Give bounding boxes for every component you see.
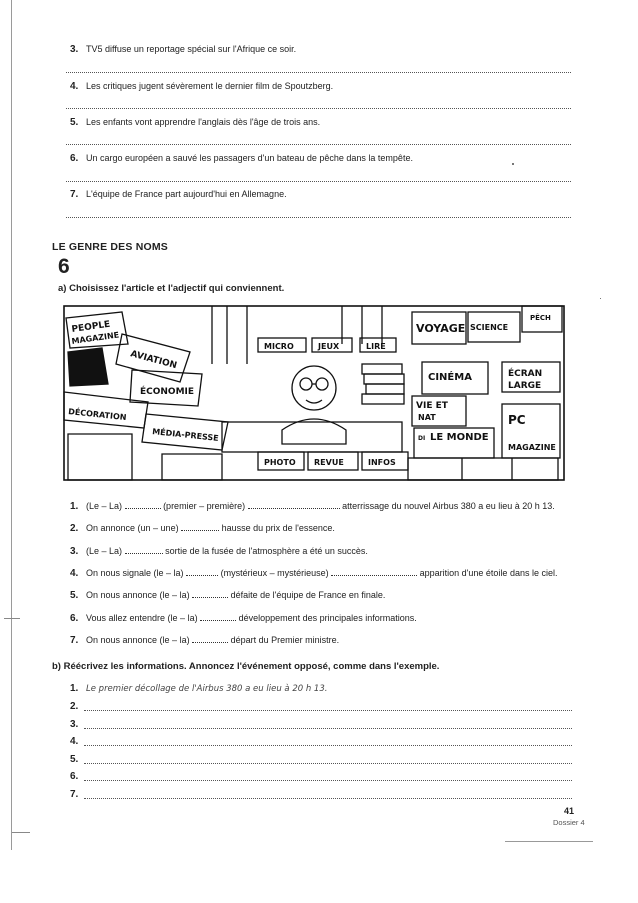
list-item: 3. (Le – La) sortie de la fusée de l'atmosphère a été un succès. [70, 546, 368, 557]
list-item: 7. [70, 789, 79, 800]
answer-line[interactable] [66, 72, 571, 73]
label-infos: INFOS [368, 458, 396, 467]
blank[interactable] [125, 545, 163, 554]
blank[interactable] [248, 500, 340, 509]
answer-line[interactable] [66, 144, 571, 145]
sentence: TV5 diffuse un reportage spécial sur l'Afrique ce soir. [86, 44, 297, 54]
label-magazine-right: MAGAZINE [508, 443, 556, 452]
label-people: PEOPLE [71, 319, 111, 335]
list-item: 3. [70, 719, 79, 730]
list-item: 5. Les enfants vont apprendre l'anglais dès l'âge de trois ans. [70, 117, 321, 128]
list-item: 6. Un cargo européen a sauvé les passagers d'un bateau de pêche dans la tempête. [70, 153, 413, 164]
speck [600, 298, 601, 299]
answer-line[interactable] [66, 181, 571, 182]
label-le-monde: LE MONDE [430, 432, 489, 443]
blank[interactable] [192, 589, 228, 598]
label-economie: ÉCONOMIE [140, 387, 195, 397]
label-pc: PC [508, 413, 526, 427]
label-lire: LIRE [366, 342, 386, 351]
example-answer: Le premier décollage de l'Airbus 380 a eu lieu à 20 h 13. [86, 684, 328, 694]
label-aviation: AVIATION [129, 349, 178, 372]
list-item: 5. [70, 754, 79, 765]
newsstand-cartoon [62, 304, 566, 482]
list-item: 1. (Le – La) (premier – première) atterrissage du nouvel Airbus 380 a eu lieu à 20 h 13. [70, 501, 555, 512]
answer-line[interactable] [84, 745, 572, 746]
binding-mark [4, 618, 20, 619]
label-large: LARGE [508, 381, 542, 391]
answer-line[interactable] [66, 217, 571, 218]
sentence: Un cargo européen a sauvé les passagers d'un bateau de pêche dans la tempête. [86, 153, 413, 163]
label-peche: PÊCH [530, 314, 551, 322]
list-item: 6. [70, 771, 79, 782]
label-science: SCIENCE [470, 323, 509, 332]
binding-mark [12, 832, 30, 833]
answer-line[interactable] [84, 798, 572, 799]
list-item: 7. On nous annonce (le – la) départ du Premier ministre. [70, 635, 340, 646]
label-cinema: CINÉMA [428, 372, 472, 383]
label-di: DI [418, 435, 426, 442]
answer-line[interactable] [84, 710, 572, 711]
blank[interactable] [186, 567, 218, 576]
blank[interactable] [200, 612, 236, 621]
list-item: 3. TV5 diffuse un reportage spécial sur l'Afrique ce soir. [70, 44, 297, 55]
label-nat: NAT [418, 413, 436, 422]
label-voyage: VOYAGE [416, 322, 466, 335]
sentence: Les critiques jugent sévèrement le dernier film de Spoutzberg. [86, 81, 334, 91]
sentence: L'équipe de France part aujourd'hui en Allemagne. [86, 189, 287, 199]
page-edge [11, 0, 12, 850]
blank[interactable] [192, 634, 228, 643]
list-item: 7. L'équipe de France part aujourd'hui en Allemagne. [70, 189, 287, 200]
dossier-label: Dossier 4 [553, 818, 585, 827]
label-magazine: MAGAZINE [71, 330, 120, 346]
list-item: 2. [70, 701, 79, 712]
blank[interactable] [331, 567, 417, 576]
list-item: 6. Vous allez entendre (le – la) développement des principales informations. [70, 613, 417, 624]
section-title: LE GENRE DES NOMS [52, 241, 168, 253]
blank[interactable] [125, 500, 161, 509]
answer-line[interactable] [84, 728, 572, 729]
list-item: 4. Les critiques jugent sévèrement le dernier film de Spoutzberg. [70, 81, 334, 92]
label-ecran: ÉCRAN [508, 369, 543, 379]
label-jeux: JEUX [318, 342, 340, 351]
speck [512, 163, 514, 165]
instruction-a: a) Choisissez l'article et l'adjectif qui conviennent. [58, 283, 285, 294]
page-number: 41 [564, 806, 575, 816]
list-item: 2. On annonce (un – une) hausse du prix de l'essence. [70, 523, 335, 534]
sentence: Les enfants vont apprendre l'anglais dès l'âge de trois ans. [86, 117, 321, 127]
label-micro: MICRO [264, 342, 294, 351]
list-item: 4. [70, 736, 79, 747]
list-item: 4. On nous signale (le – la) (mystérieux – mystérieuse) apparition d'une étoile dans le ciel. [70, 568, 558, 579]
list-item: 5. On nous annonce (le – la) défaite de l'équipe de France en finale. [70, 590, 386, 601]
label-photo: PHOTO [264, 458, 296, 467]
answer-line[interactable] [84, 763, 572, 764]
label-media-presse: MÉDIA-PRESSE [151, 427, 220, 443]
label-revue: REVUE [314, 458, 344, 467]
instruction-b: b) Réécrivez les informations. Annoncez l'événement opposé, comme dans l'exemple. [52, 661, 440, 672]
label-vie-et: VIE ET [416, 401, 448, 411]
blank[interactable] [181, 522, 219, 531]
label-decoration: DÉCORATION [67, 407, 127, 423]
answer-line[interactable] [84, 780, 572, 781]
exercise-number: 6 [58, 255, 70, 278]
footer-rule [505, 841, 593, 842]
list-item: 1. Le premier décollage de l'Airbus 380 a eu lieu à 20 h 13. [70, 683, 328, 694]
answer-line[interactable] [66, 108, 571, 109]
